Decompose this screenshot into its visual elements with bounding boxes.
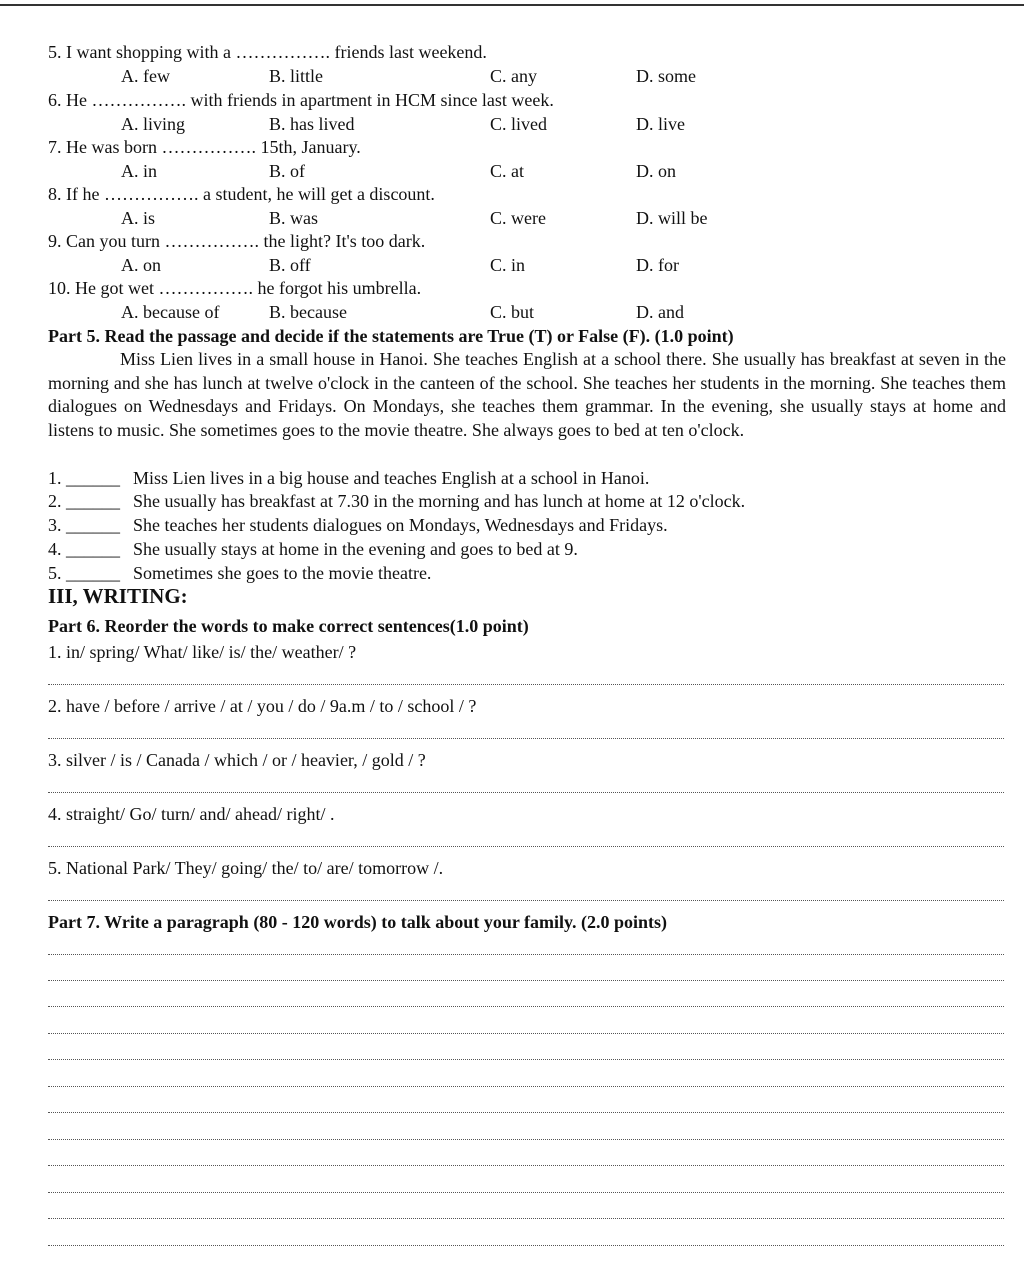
- option-10d: D. and: [636, 302, 684, 322]
- option-7b: B. of: [269, 161, 305, 181]
- writing-line: [48, 1112, 1004, 1113]
- writing-line: [48, 1086, 1004, 1087]
- statement-4-text: She usually stays at home in the evening and goes to bed at 9.: [133, 539, 578, 559]
- reorder-item-1: 1. in/ spring/ What/ like/ is/ the/ weather/ ?: [48, 642, 357, 662]
- writing-line: [48, 1033, 1004, 1034]
- top-border: [0, 4, 1024, 6]
- part5-passage-text: Miss Lien lives in a small house in Hanoi. She teaches English at a school there. She usually has breakfast at seven in the morning and she has lunch at twelve o'clock in the canteen of the school. She teaches her students in the morning. She teaches them dialogues on Wednesdays and Fridays. On Mondays, she teaches them grammar. In the evening, she usually stays at home and listens to music. She sometimes goes to the movie theatre. She always goes to bed at ten o'clock.: [48, 349, 1006, 440]
- statement-4-number: 4. ______: [48, 539, 120, 559]
- part5-title: Part 5. Read the passage and decide if the statements are True (T) or False (F). (1.0 point): [48, 326, 734, 346]
- option-10c: C. but: [490, 302, 535, 322]
- option-6a: A. living: [121, 114, 186, 134]
- option-9c: C. in: [490, 255, 526, 275]
- option-6b: B. has lived: [269, 114, 355, 134]
- reorder-item-3: 3. silver / is / Canada / which / or / heavier, / gold / ?: [48, 750, 426, 770]
- statement-2-number: 2. ______: [48, 491, 120, 511]
- question-7: 7. He was born ……………. 15th, January.: [48, 137, 361, 157]
- question-9: 9. Can you turn ……………. the light? It's too dark.: [48, 231, 426, 251]
- option-7d: D. on: [636, 161, 676, 181]
- statement-5-text: Sometimes she goes to the movie theatre.: [133, 563, 432, 583]
- writing-line: [48, 1218, 1004, 1219]
- option-6c: C. lived: [490, 114, 547, 134]
- option-5d: D. some: [636, 66, 696, 86]
- option-8c: C. were: [490, 208, 546, 228]
- statement-1-text: Miss Lien lives in a big house and teaches English at a school in Hanoi.: [133, 468, 650, 488]
- part7-title: Part 7. Write a paragraph (80 - 120 words) to talk about your family. (2.0 points): [48, 912, 667, 932]
- part5-passage: [48, 348, 1006, 442]
- answer-line: [48, 684, 1004, 685]
- writing-line: [48, 1192, 1004, 1193]
- answer-line: [48, 792, 1004, 793]
- writing-line: [48, 1006, 1004, 1007]
- option-7a: A. in: [121, 161, 157, 181]
- reorder-item-4: 4. straight/ Go/ turn/ and/ ahead/ right/ .: [48, 804, 335, 824]
- option-9b: B. off: [269, 255, 311, 275]
- writing-line: [48, 954, 1004, 955]
- option-10b: B. because: [269, 302, 347, 322]
- answer-line: [48, 738, 1004, 739]
- question-10: 10. He got wet ……………. he forgot his umbrella.: [48, 278, 422, 298]
- option-5a: A. few: [121, 66, 170, 86]
- option-8a: A. is: [121, 208, 156, 228]
- answer-line: [48, 846, 1004, 847]
- option-8b: B. was: [269, 208, 318, 228]
- option-8d: D. will be: [636, 208, 708, 228]
- question-8: 8. If he ……………. a student, he will get a discount.: [48, 184, 435, 204]
- writing-line: [48, 1139, 1004, 1140]
- reorder-item-2: 2. have / before / arrive / at / you / do / 9a.m / to / school / ?: [48, 696, 477, 716]
- statement-3-number: 3. ______: [48, 515, 120, 535]
- writing-line: [48, 1245, 1004, 1246]
- option-9a: A. on: [121, 255, 161, 275]
- option-5b: B. little: [269, 66, 323, 86]
- option-5c: C. any: [490, 66, 537, 86]
- statement-1-number: 1. ______: [48, 468, 120, 488]
- option-10a: A. because of: [121, 302, 220, 322]
- writing-heading: III, WRITING:: [48, 584, 188, 608]
- question-6: 6. He ……………. with friends in apartment in HCM since last week.: [48, 90, 554, 110]
- question-5: 5. I want shopping with a ……………. friends last weekend.: [48, 42, 487, 62]
- part6-title: Part 6. Reorder the words to make correct sentences(1.0 point): [48, 616, 529, 636]
- statement-5-number: 5. ______: [48, 563, 120, 583]
- statement-2-text: She usually has breakfast at 7.30 in the morning and has lunch at home at 12 o'clock.: [133, 491, 746, 511]
- option-6d: D. live: [636, 114, 685, 134]
- statement-3-text: She teaches her students dialogues on Mondays, Wednesdays and Fridays.: [133, 515, 668, 535]
- writing-line: [48, 1059, 1004, 1060]
- option-7c: C. at: [490, 161, 524, 181]
- writing-line: [48, 1165, 1004, 1166]
- writing-line: [48, 980, 1004, 981]
- option-9d: D. for: [636, 255, 679, 275]
- reorder-item-5: 5. National Park/ They/ going/ the/ to/ are/ tomorrow /.: [48, 858, 444, 878]
- answer-line: [48, 900, 1004, 901]
